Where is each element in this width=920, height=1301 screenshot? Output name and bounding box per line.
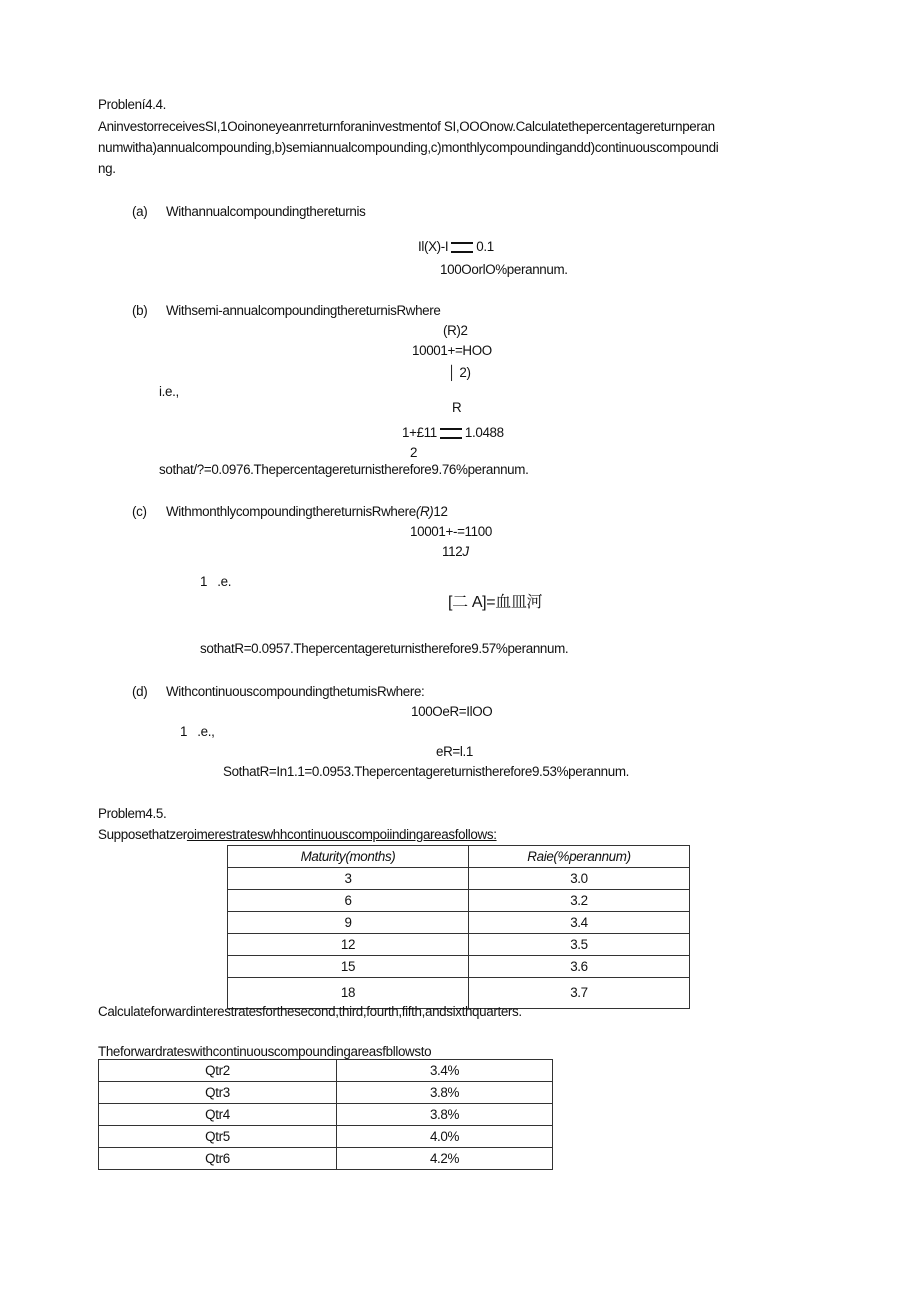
part-a-equation2: 100OorlO%perannum. <box>440 262 568 277</box>
part-a-text: Withannualcompoundingthereturnis <box>166 204 366 219</box>
part-b-equation1: (R)2 <box>443 323 468 338</box>
table-row <box>228 868 690 890</box>
table-cell-forward-rate: 4.0% <box>337 1126 553 1148</box>
table-cell-maturity: 9 <box>228 912 469 934</box>
part-a-equation1: Il(X)-I 0.1 <box>418 239 494 254</box>
part-b-equation6: 2 <box>410 445 418 460</box>
table-cell-maturity: 12 <box>228 934 469 956</box>
part-d-conclusion: SothatR=In1.1=0.0953.Thepercentagereturnistherefore9.53%perannum. <box>223 764 630 779</box>
problem-4-5-question: Calculateforwardinterestratesforthesecond,third,fourth,fifth,andsixthquarters. <box>98 1004 522 1019</box>
problem-4-4-text-line2: numwitha)annualcompounding,b)semiannualcompounding,c)monthlycompoundingandd)continuouscompoundi <box>98 140 719 155</box>
part-a-label: (a) <box>132 204 148 219</box>
problem-4-4-text-line3: ng. <box>98 161 116 176</box>
table-row <box>228 890 690 912</box>
table-row <box>228 934 690 956</box>
table-cell-quarter: Qtr3 <box>99 1082 337 1104</box>
part-c-equation3: [二 A]=血皿河 <box>448 594 543 611</box>
table-cell-forward-rate: 4.2% <box>337 1148 553 1170</box>
part-c-equation2: 112J <box>442 544 469 559</box>
table-cell-rate: 3.4 <box>469 912 690 934</box>
part-b-equation5: 1+£11 1.0488 <box>402 425 504 440</box>
table-cell-rate: 3.5 <box>469 934 690 956</box>
part-d-equation2: eR=l.1 <box>436 744 473 759</box>
table-cell-quarter: Qtr6 <box>99 1148 337 1170</box>
problem-4-4-text-line1: AninvestorreceivesSI,1Ooinoneyeanrreturnforaninvestmentof SI,OOOnow.Calculatethepercentagereturnperan <box>98 119 715 134</box>
table-cell-quarter: Qtr2 <box>99 1060 337 1082</box>
table-row <box>228 956 690 978</box>
part-b-equation4: R <box>452 400 462 415</box>
equals-glyph-icon <box>451 242 473 253</box>
zero-rates-table <box>227 845 690 1009</box>
table-cell-forward-rate: 3.4% <box>337 1060 553 1082</box>
table-row <box>99 1126 553 1148</box>
table-row <box>228 912 690 934</box>
table-cell-rate: 3.7 <box>469 978 690 1009</box>
part-b-equation3: │ 2) <box>448 365 471 380</box>
table-cell-rate: 3.0 <box>469 868 690 890</box>
table-cell-quarter: Qtr4 <box>99 1104 337 1126</box>
part-d-text: WithcontinuouscompoundingthetumisRwhere: <box>166 684 425 699</box>
table-header-row <box>228 846 690 868</box>
table-row <box>99 1148 553 1170</box>
problem-4-5-title: Problem4.5. <box>98 806 167 821</box>
table-row <box>99 1104 553 1126</box>
table-cell-rate: 3.6 <box>469 956 690 978</box>
table-header-maturity: Maturity(months) <box>228 846 469 868</box>
part-c-text: WithmonthlycompoundingthereturnisRwhere(R)12 <box>166 504 448 519</box>
problem-4-4-title: Problení4.4. <box>98 97 167 112</box>
table-row <box>99 1082 553 1104</box>
table-cell-rate: 3.2 <box>469 890 690 912</box>
table-cell-maturity: 6 <box>228 890 469 912</box>
table-cell-maturity: 18 <box>228 978 469 1009</box>
table-cell-quarter: Qtr5 <box>99 1126 337 1148</box>
part-c-conclusion: sothatR=0.0957.Thepercentagereturnistherefore9.57%perannum. <box>200 641 569 656</box>
problem-4-5-answer-intro: Theforwardrateswithcontinuouscompoundingareasfbllowsto <box>98 1044 432 1059</box>
part-b-text: Withsemi-annualcompoundingthereturnisRwhere <box>166 303 441 318</box>
part-b-conclusion: sothat/?=0.0976.Thepercentagereturnistherefore9.76%perannum. <box>159 462 529 477</box>
table-header-rate: Raie(%perannum) <box>469 846 690 868</box>
part-c-ie: 1 .e. <box>200 574 232 589</box>
problem-4-5-intro: Supposethatzeroimerestrateswhhcontinuouscompoiindingareasfollows: <box>98 827 497 842</box>
table-cell-maturity: 3 <box>228 868 469 890</box>
part-b-ie: i.e., <box>159 384 179 399</box>
table-row <box>99 1060 553 1082</box>
part-b-label: (b) <box>132 303 148 318</box>
part-d-label: (d) <box>132 684 148 699</box>
equals-glyph-icon <box>440 428 462 439</box>
table-cell-forward-rate: 3.8% <box>337 1082 553 1104</box>
forward-rates-table <box>98 1059 553 1170</box>
part-b-equation2: 10001+=HOO <box>412 343 492 358</box>
part-d-equation1: 100OeR=IlOO <box>411 704 493 719</box>
part-d-ie: 1 .e., <box>180 724 215 739</box>
part-c-equation1: 10001+-=1100 <box>410 524 492 539</box>
table-cell-maturity: 15 <box>228 956 469 978</box>
table-cell-forward-rate: 3.8% <box>337 1104 553 1126</box>
part-c-label: (c) <box>132 504 147 519</box>
